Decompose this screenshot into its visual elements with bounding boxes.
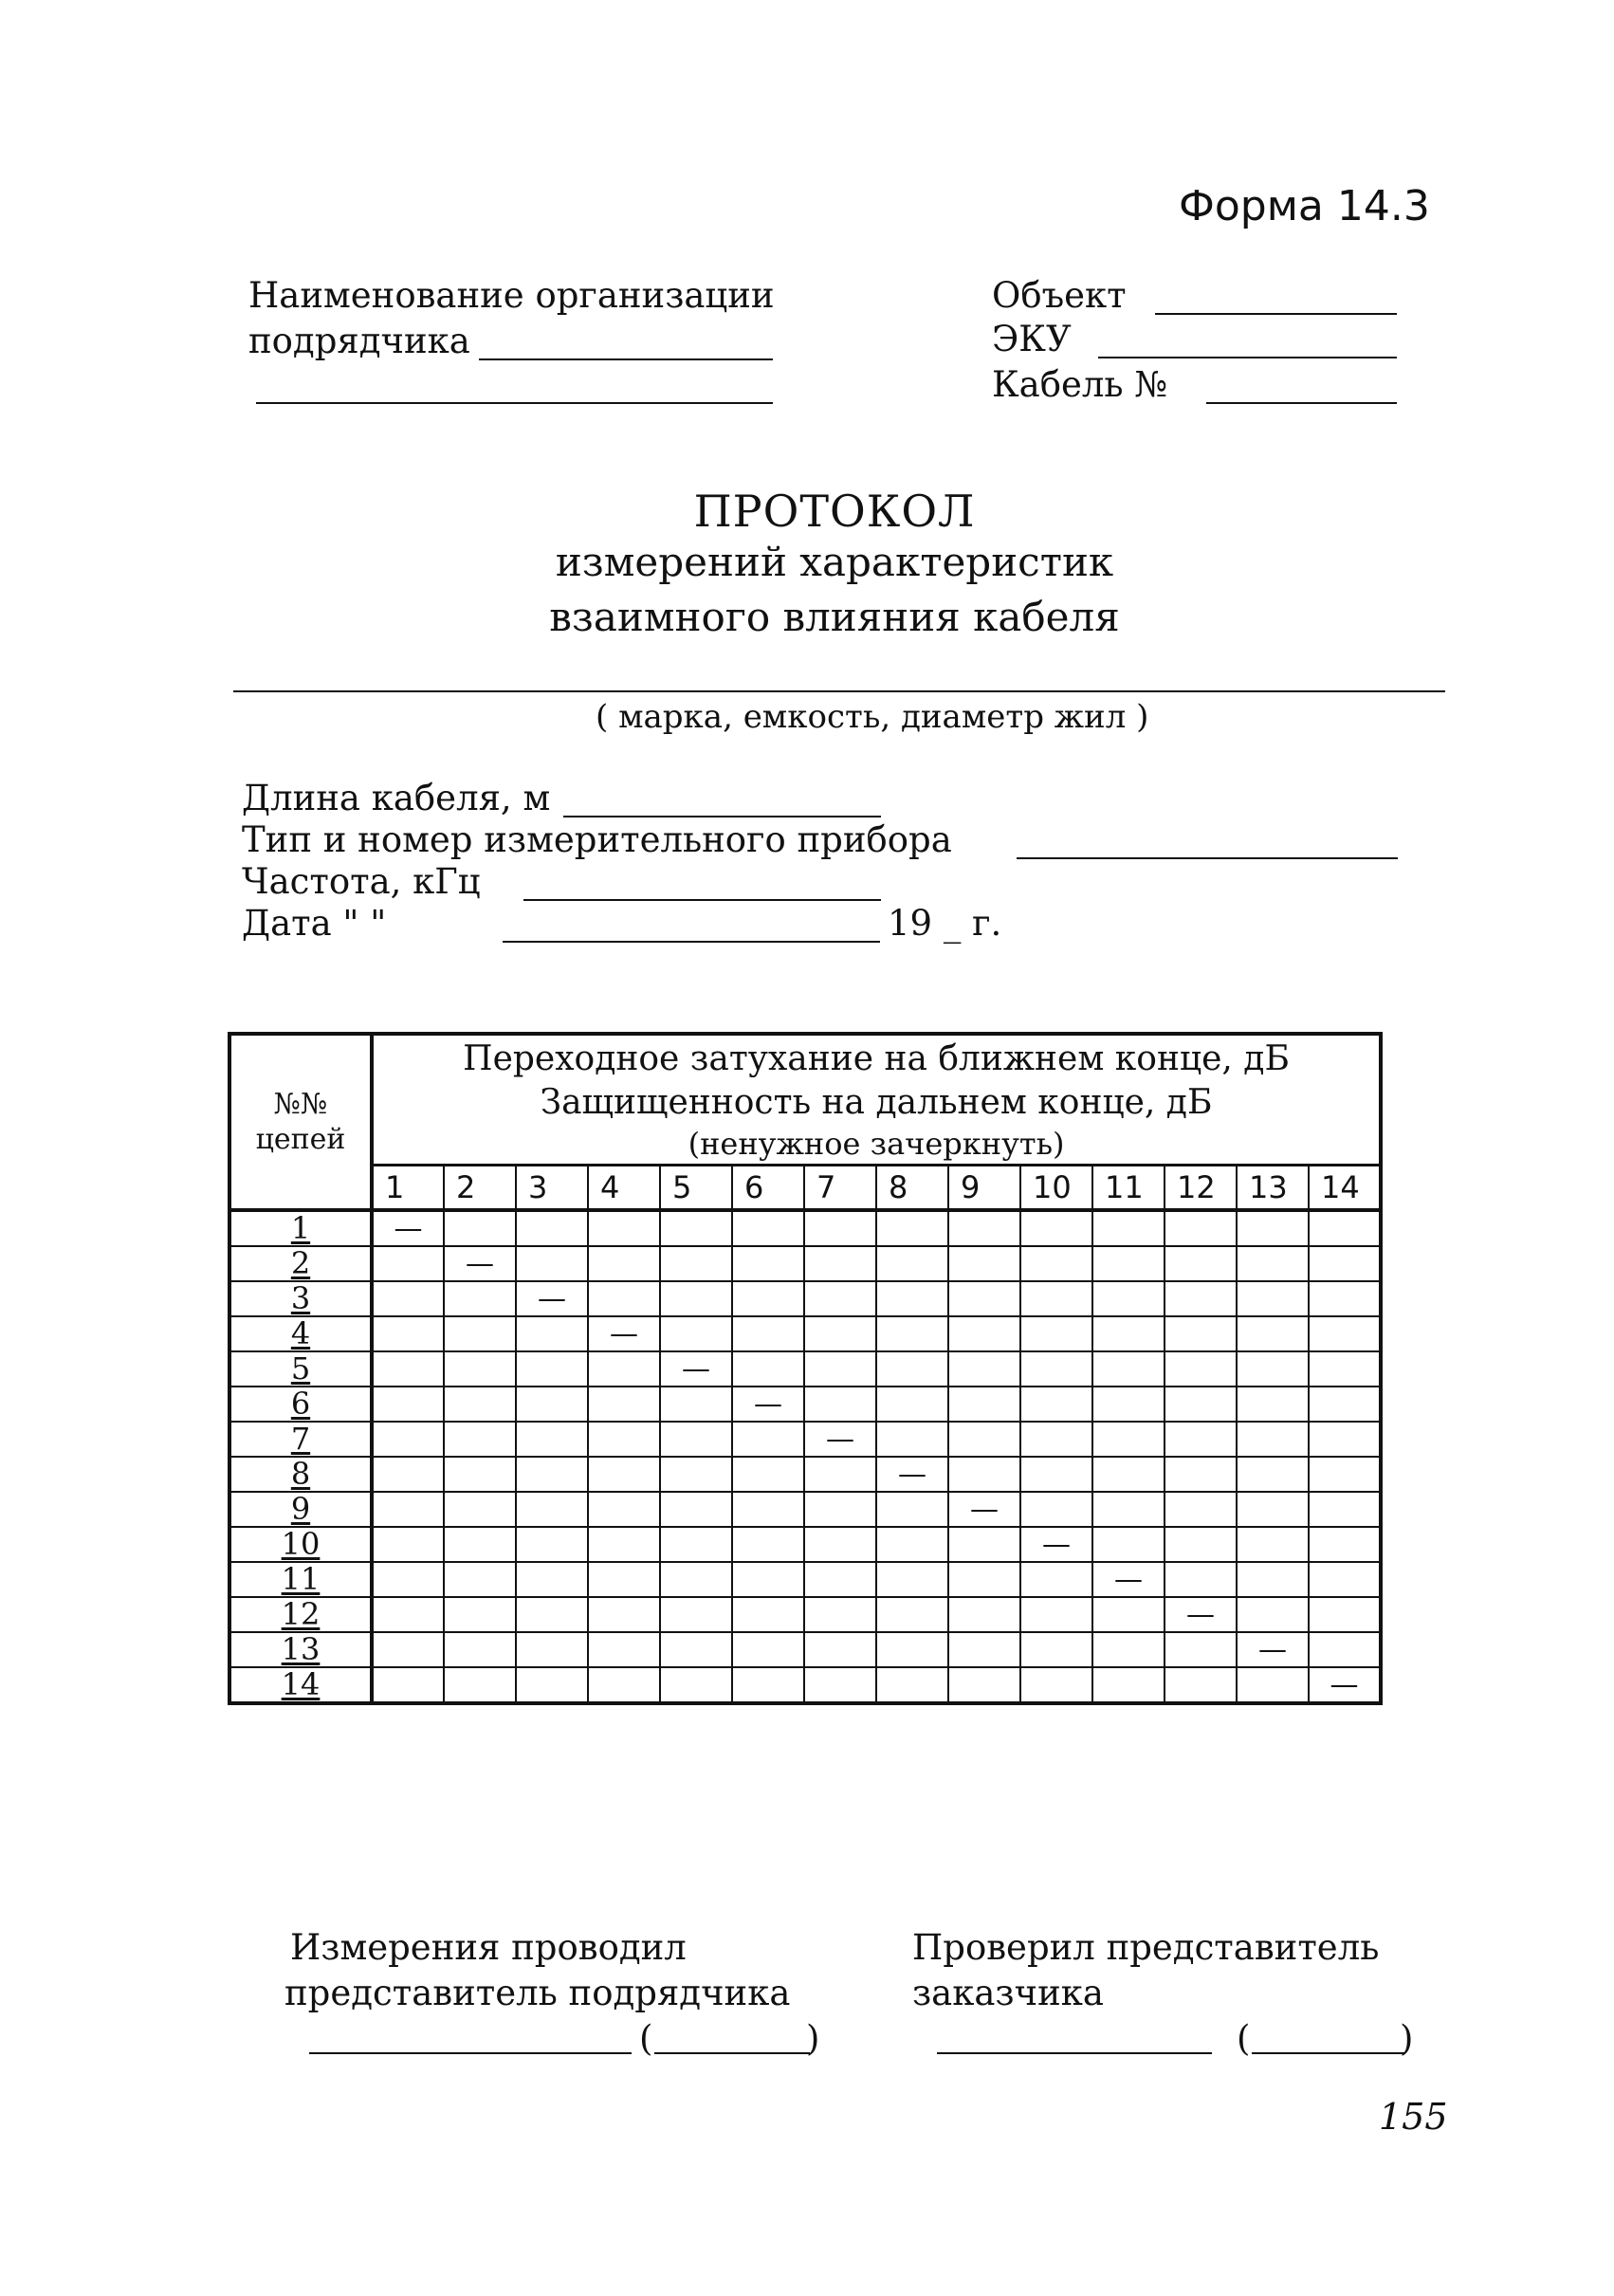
diagonal-dash: — — [372, 1210, 444, 1246]
measurement-cell[interactable] — [1237, 1422, 1309, 1457]
measurement-cell[interactable] — [516, 1422, 588, 1457]
diagonal-dash: — — [1237, 1632, 1309, 1667]
eku-blank[interactable] — [1098, 357, 1397, 358]
measurement-cell[interactable] — [660, 1316, 732, 1351]
diagonal-dash: — — [804, 1422, 876, 1457]
diagonal-dash: — — [588, 1316, 660, 1351]
signature-left-blank[interactable] — [309, 2052, 632, 2054]
measurement-cell[interactable] — [660, 1562, 732, 1597]
measurement-cell[interactable] — [660, 1492, 732, 1527]
signature-right-paren-close: ) — [1400, 2018, 1414, 2059]
measurement-cell[interactable] — [1309, 1562, 1381, 1597]
measurement-cell[interactable] — [732, 1562, 804, 1597]
diagonal-dash: — — [1309, 1667, 1381, 1703]
column-number-4: 4 — [588, 1166, 660, 1211]
measurement-cell[interactable] — [948, 1210, 1020, 1246]
measurement-cell[interactable] — [372, 1387, 444, 1422]
measurement-cell[interactable] — [1165, 1210, 1237, 1246]
measurement-cell[interactable] — [444, 1597, 516, 1632]
measurement-cell[interactable] — [444, 1527, 516, 1562]
measurement-cell[interactable] — [1020, 1667, 1092, 1703]
table-row — [229, 1597, 1381, 1632]
measurement-cell[interactable] — [516, 1351, 588, 1387]
measurement-cell[interactable] — [804, 1316, 876, 1351]
measurement-cell[interactable] — [660, 1210, 732, 1246]
page-number: 155 — [1379, 2096, 1448, 2138]
corner-header-line2: цепей — [255, 1123, 346, 1157]
measurement-cell[interactable] — [876, 1281, 948, 1316]
corner-header — [229, 1034, 372, 1210]
measurement-cell[interactable] — [516, 1632, 588, 1667]
measurement-cell[interactable] — [948, 1632, 1020, 1667]
measurement-cell[interactable] — [660, 1457, 732, 1492]
row-label-14: 14 — [229, 1667, 372, 1703]
measurement-cell[interactable] — [876, 1387, 948, 1422]
measurement-cell[interactable] — [660, 1667, 732, 1703]
measurement-cell[interactable] — [444, 1422, 516, 1457]
column-number-6: 6 — [732, 1166, 804, 1211]
measurement-cell[interactable] — [1165, 1632, 1237, 1667]
measurement-cell[interactable] — [948, 1597, 1020, 1632]
table-row — [229, 1562, 1381, 1597]
measurement-cell[interactable] — [1092, 1492, 1165, 1527]
measurement-cell[interactable] — [1092, 1316, 1165, 1351]
measurement-cell[interactable] — [732, 1667, 804, 1703]
measurement-cell[interactable] — [1092, 1281, 1165, 1316]
measurement-cell[interactable] — [732, 1597, 804, 1632]
table-row — [229, 1246, 1381, 1281]
measurement-cell[interactable] — [1165, 1457, 1237, 1492]
frequency-label: Частота, кГц — [242, 861, 481, 902]
row-label-2: 2 — [229, 1246, 372, 1281]
measurement-cell[interactable] — [948, 1387, 1020, 1422]
measurement-cell[interactable] — [588, 1632, 660, 1667]
measurement-cell[interactable] — [1165, 1492, 1237, 1527]
measurement-cell[interactable] — [804, 1562, 876, 1597]
measurement-cell[interactable] — [1165, 1667, 1237, 1703]
org-blank-1[interactable] — [479, 358, 773, 360]
measurement-cell[interactable] — [1237, 1597, 1309, 1632]
measurement-cell[interactable] — [1309, 1527, 1381, 1562]
measurement-cell[interactable] — [732, 1632, 804, 1667]
measurement-cell[interactable] — [588, 1527, 660, 1562]
measurement-cell[interactable] — [1092, 1422, 1165, 1457]
measurement-cell[interactable] — [588, 1351, 660, 1387]
measurement-cell[interactable] — [1020, 1457, 1092, 1492]
measurement-cell[interactable] — [1020, 1210, 1092, 1246]
measurement-cell[interactable] — [804, 1246, 876, 1281]
measurement-cell[interactable] — [1309, 1597, 1381, 1632]
measurement-cell[interactable] — [660, 1246, 732, 1281]
measurement-cell[interactable] — [1309, 1492, 1381, 1527]
measurement-cell[interactable] — [804, 1457, 876, 1492]
row-label-5: 5 — [229, 1351, 372, 1387]
measurement-cell[interactable] — [1020, 1597, 1092, 1632]
measurement-cell[interactable] — [876, 1210, 948, 1246]
measurement-cell[interactable] — [1165, 1351, 1237, 1387]
cable-number-label: Кабель № — [992, 364, 1168, 405]
org-blank-2[interactable] — [256, 402, 773, 404]
table-row — [229, 1351, 1381, 1387]
measurement-cell[interactable] — [732, 1246, 804, 1281]
measurement-cell[interactable] — [516, 1597, 588, 1632]
diagonal-dash: — — [660, 1351, 732, 1387]
main-header-line1: Переходное затухание на ближнем конце, дБ — [463, 1039, 1290, 1078]
measurement-cell[interactable] — [804, 1632, 876, 1667]
table-row — [229, 1527, 1381, 1562]
measurement-cell[interactable] — [660, 1527, 732, 1562]
measurement-cell[interactable] — [1020, 1387, 1092, 1422]
measurement-cell[interactable] — [1237, 1281, 1309, 1316]
measurement-cell[interactable] — [372, 1457, 444, 1492]
signature-left-line1: Измерения проводил — [290, 1927, 687, 1968]
measurement-cell[interactable] — [876, 1597, 948, 1632]
signature-right-name-blank[interactable] — [1252, 2052, 1405, 2054]
measurement-cell[interactable] — [1020, 1632, 1092, 1667]
table-row — [229, 1667, 1381, 1703]
measurement-cell[interactable] — [876, 1492, 948, 1527]
column-number-9: 9 — [948, 1166, 1020, 1211]
measurement-cell[interactable] — [372, 1351, 444, 1387]
measurement-cell[interactable] — [444, 1632, 516, 1667]
measurement-cell[interactable] — [1020, 1281, 1092, 1316]
measurement-cell[interactable] — [948, 1316, 1020, 1351]
measurement-cell[interactable] — [444, 1667, 516, 1703]
protocol-subtitle-line1: измерений характеристик — [555, 539, 1114, 585]
measurement-cell[interactable] — [1309, 1351, 1381, 1387]
measurement-cell[interactable] — [588, 1422, 660, 1457]
row-label-10: 10 — [229, 1527, 372, 1562]
measurement-cell[interactable] — [588, 1246, 660, 1281]
measurement-cell[interactable] — [1092, 1351, 1165, 1387]
measurement-cell[interactable] — [732, 1422, 804, 1457]
table-row — [229, 1457, 1381, 1492]
measurement-cell[interactable] — [444, 1387, 516, 1422]
measurement-cell[interactable] — [444, 1562, 516, 1597]
measurement-cell[interactable] — [804, 1527, 876, 1562]
measurement-cell[interactable] — [1092, 1387, 1165, 1422]
measurement-cell[interactable] — [876, 1562, 948, 1597]
measurement-cell[interactable] — [1165, 1422, 1237, 1457]
signature-right-line2: заказчика — [912, 1973, 1104, 2013]
row-label-9: 9 — [229, 1492, 372, 1527]
measurement-cell[interactable] — [1165, 1387, 1237, 1422]
protocol-title: ПРОТОКОЛ — [693, 486, 976, 537]
measurement-cell[interactable] — [1020, 1246, 1092, 1281]
column-number-8: 8 — [876, 1166, 948, 1211]
measurement-cell[interactable] — [588, 1387, 660, 1422]
protocol-subtitle-line2: взаимного влияния кабеля — [549, 594, 1120, 640]
column-number-3: 3 — [516, 1166, 588, 1211]
measurement-cell[interactable] — [588, 1457, 660, 1492]
diagonal-dash: — — [1020, 1527, 1092, 1562]
row-label-3: 3 — [229, 1281, 372, 1316]
row-label-11: 11 — [229, 1562, 372, 1597]
measurement-cell[interactable] — [588, 1210, 660, 1246]
measurement-cell[interactable] — [876, 1527, 948, 1562]
measurement-cell[interactable] — [516, 1246, 588, 1281]
year-text: 19 _ г. — [888, 903, 1002, 944]
measurement-cell[interactable] — [372, 1492, 444, 1527]
object-label: Объект — [992, 275, 1127, 316]
main-header-note: (ненужное зачеркнуть) — [688, 1126, 1065, 1163]
measurement-cell[interactable] — [588, 1597, 660, 1632]
measurement-cell[interactable] — [372, 1246, 444, 1281]
measurement-cell[interactable] — [1020, 1492, 1092, 1527]
object-blank[interactable] — [1155, 313, 1397, 315]
diagonal-dash: — — [732, 1387, 804, 1422]
row-label-7: 7 — [229, 1422, 372, 1457]
table-row — [229, 1281, 1381, 1316]
measurement-cell[interactable] — [804, 1492, 876, 1527]
signature-right-blank[interactable] — [937, 2052, 1212, 2054]
measurement-cell[interactable] — [732, 1210, 804, 1246]
measurement-cell[interactable] — [372, 1667, 444, 1703]
measurement-cell[interactable] — [732, 1281, 804, 1316]
measurement-cell[interactable] — [1309, 1632, 1381, 1667]
measurement-cell[interactable] — [732, 1316, 804, 1351]
row-label-1: 1 — [229, 1210, 372, 1246]
org-label-line2: подрядчика — [248, 321, 470, 361]
column-number-11: 11 — [1092, 1166, 1165, 1211]
date-label: Дата " " — [242, 903, 387, 944]
org-label-line1: Наименование организации — [248, 275, 775, 316]
measurement-cell[interactable] — [516, 1210, 588, 1246]
measurement-cell[interactable] — [1237, 1351, 1309, 1387]
measurement-cell[interactable] — [1165, 1246, 1237, 1281]
measurement-cell[interactable] — [516, 1527, 588, 1562]
measurement-table — [228, 1032, 1383, 1705]
measurement-cell[interactable] — [1092, 1632, 1165, 1667]
diagonal-dash: — — [948, 1492, 1020, 1527]
measurement-cell[interactable] — [804, 1351, 876, 1387]
measurement-cell[interactable] — [660, 1422, 732, 1457]
measurement-cell[interactable] — [1237, 1562, 1309, 1597]
column-number-1: 1 — [372, 1166, 444, 1211]
cable-length-label: Длина кабеля, м — [242, 778, 551, 818]
measurement-cell[interactable] — [1237, 1492, 1309, 1527]
measurement-cell[interactable] — [588, 1667, 660, 1703]
measurement-cell[interactable] — [1237, 1527, 1309, 1562]
date-blank[interactable] — [503, 941, 880, 943]
column-number-14: 14 — [1309, 1166, 1381, 1211]
measurement-cell[interactable] — [372, 1632, 444, 1667]
measurement-cell[interactable] — [948, 1527, 1020, 1562]
column-number-7: 7 — [804, 1166, 876, 1211]
measurement-cell[interactable] — [444, 1210, 516, 1246]
measurement-cell[interactable] — [732, 1351, 804, 1387]
diagonal-dash: — — [1092, 1562, 1165, 1597]
measurement-cell[interactable] — [1020, 1351, 1092, 1387]
device-label: Тип и номер измерительного прибора — [242, 819, 952, 860]
signature-left-line2: представитель подрядчика — [284, 1973, 791, 2013]
measurement-cell[interactable] — [1309, 1281, 1381, 1316]
measurement-cell[interactable] — [876, 1667, 948, 1703]
measurement-cell[interactable] — [1165, 1562, 1237, 1597]
measurement-cell[interactable] — [732, 1492, 804, 1527]
measurement-cell[interactable] — [516, 1562, 588, 1597]
diagonal-dash: — — [876, 1457, 948, 1492]
cable-brand-caption: ( марка, емкость, диаметр жил ) — [596, 698, 1149, 736]
row-label-13: 13 — [229, 1632, 372, 1667]
measurement-cell[interactable] — [876, 1316, 948, 1351]
row-label-8: 8 — [229, 1457, 372, 1492]
measurement-cell[interactable] — [588, 1281, 660, 1316]
measurement-cell[interactable] — [948, 1246, 1020, 1281]
device-blank[interactable] — [1017, 857, 1398, 859]
table-row — [229, 1210, 1381, 1246]
frequency-blank[interactable] — [523, 899, 881, 901]
signature-left-paren-close: ) — [806, 2018, 820, 2059]
measurement-cell[interactable] — [1309, 1316, 1381, 1351]
signature-left-name-blank[interactable] — [654, 2052, 810, 2054]
measurement-cell[interactable] — [1237, 1246, 1309, 1281]
measurement-cell[interactable] — [588, 1562, 660, 1597]
measurement-cell[interactable] — [660, 1597, 732, 1632]
measurement-cell[interactable] — [660, 1632, 732, 1667]
measurement-cell[interactable] — [444, 1492, 516, 1527]
measurement-cell[interactable] — [1165, 1281, 1237, 1316]
table-row — [229, 1422, 1381, 1457]
measurement-cell[interactable] — [1020, 1562, 1092, 1597]
measurement-cell[interactable] — [1092, 1667, 1165, 1703]
measurement-cell[interactable] — [1092, 1246, 1165, 1281]
measurement-cell[interactable] — [1309, 1210, 1381, 1246]
measurement-cell[interactable] — [732, 1457, 804, 1492]
column-number-10: 10 — [1020, 1166, 1092, 1211]
measurement-cell[interactable] — [516, 1316, 588, 1351]
column-number-12: 12 — [1165, 1166, 1237, 1211]
diagonal-dash: — — [516, 1281, 588, 1316]
measurement-cell[interactable] — [948, 1457, 1020, 1492]
measurement-cell[interactable] — [372, 1281, 444, 1316]
signature-left-paren-open: ( — [639, 2018, 653, 2059]
measurement-cell[interactable] — [516, 1667, 588, 1703]
measurement-cell[interactable] — [1309, 1422, 1381, 1457]
measurement-cell[interactable] — [1309, 1457, 1381, 1492]
measurement-cell[interactable] — [1237, 1457, 1309, 1492]
measurement-cell[interactable] — [1092, 1527, 1165, 1562]
measurement-cell[interactable] — [444, 1457, 516, 1492]
measurement-cell[interactable] — [1165, 1316, 1237, 1351]
measurement-cell[interactable] — [516, 1387, 588, 1422]
measurement-cell[interactable] — [1092, 1457, 1165, 1492]
column-number-2: 2 — [444, 1166, 516, 1211]
signature-right-line1: Проверил представитель — [912, 1927, 1380, 1968]
measurement-cell[interactable] — [372, 1562, 444, 1597]
measurement-cell[interactable] — [804, 1281, 876, 1316]
measurement-cell[interactable] — [1092, 1597, 1165, 1632]
measurement-cell[interactable] — [876, 1351, 948, 1387]
diagonal-dash: — — [444, 1246, 516, 1281]
row-label-12: 12 — [229, 1597, 372, 1632]
measurement-cell[interactable] — [372, 1597, 444, 1632]
measurement-cell[interactable] — [948, 1667, 1020, 1703]
measurement-cell[interactable] — [660, 1387, 732, 1422]
measurement-cell[interactable] — [444, 1351, 516, 1387]
measurement-cell[interactable] — [588, 1492, 660, 1527]
form-number: Форма 14.3 — [1179, 182, 1430, 230]
column-number-5: 5 — [660, 1166, 732, 1211]
row-label-6: 6 — [229, 1387, 372, 1422]
table-row — [229, 1387, 1381, 1422]
row-label-4: 4 — [229, 1316, 372, 1351]
measurement-cell[interactable] — [804, 1667, 876, 1703]
cable-length-blank[interactable] — [563, 816, 881, 817]
measurement-cell[interactable] — [876, 1422, 948, 1457]
signature-right-paren-open: ( — [1237, 2018, 1251, 2059]
measurement-cell[interactable] — [948, 1351, 1020, 1387]
measurement-cell[interactable] — [372, 1527, 444, 1562]
measurement-cell[interactable] — [804, 1597, 876, 1632]
measurement-cell[interactable] — [516, 1492, 588, 1527]
measurement-cell[interactable] — [660, 1281, 732, 1316]
table-row — [229, 1632, 1381, 1667]
measurement-cell[interactable] — [1237, 1387, 1309, 1422]
measurement-cell[interactable] — [948, 1422, 1020, 1457]
measurement-cell[interactable] — [1165, 1527, 1237, 1562]
main-header — [372, 1034, 1381, 1166]
eku-label: ЭКУ — [992, 319, 1072, 359]
cable-number-blank[interactable] — [1206, 402, 1397, 404]
cable-brand-blank[interactable] — [233, 690, 1445, 692]
measurement-cell[interactable] — [804, 1210, 876, 1246]
measurement-cell[interactable] — [444, 1281, 516, 1316]
measurement-cell[interactable] — [876, 1632, 948, 1667]
measurement-cell[interactable] — [372, 1422, 444, 1457]
measurement-cell[interactable] — [1237, 1667, 1309, 1703]
column-number-13: 13 — [1237, 1166, 1309, 1211]
measurement-cell[interactable] — [732, 1527, 804, 1562]
measurement-cell[interactable] — [1092, 1210, 1165, 1246]
measurement-cell[interactable] — [876, 1246, 948, 1281]
measurement-cell[interactable] — [444, 1316, 516, 1351]
measurement-cell[interactable] — [1020, 1316, 1092, 1351]
measurement-cell[interactable] — [804, 1387, 876, 1422]
measurement-cell[interactable] — [1237, 1316, 1309, 1351]
diagonal-dash: — — [1165, 1597, 1237, 1632]
measurement-cell[interactable] — [372, 1316, 444, 1351]
measurement-cell[interactable] — [516, 1457, 588, 1492]
table-row — [229, 1492, 1381, 1527]
measurement-cell[interactable] — [948, 1281, 1020, 1316]
measurement-cell[interactable] — [1020, 1422, 1092, 1457]
corner-header-line1: №№ — [273, 1087, 328, 1121]
table-row — [229, 1316, 1381, 1351]
measurement-cell[interactable] — [948, 1562, 1020, 1597]
measurement-cell[interactable] — [1237, 1210, 1309, 1246]
measurement-cell[interactable] — [1309, 1387, 1381, 1422]
main-header-line2: Защищенность на дальнем конце, дБ — [540, 1083, 1213, 1123]
measurement-cell[interactable] — [1309, 1246, 1381, 1281]
